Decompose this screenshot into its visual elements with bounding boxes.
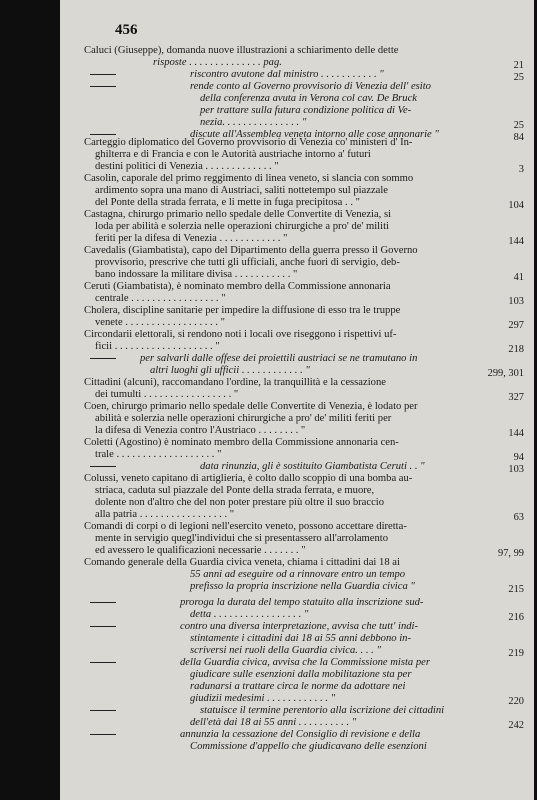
index-line: loda per abilità e solerzia nelle operazioni chirurgiche a pro' de' militi	[95, 221, 389, 232]
index-line: Carteggio diplomatico del Governo provvisorio di Venezia co' ministeri d' In-	[84, 137, 413, 148]
index-line: dolente non d'altro che del non poter prestare più oltre il suo braccio	[95, 497, 385, 508]
index-line: trale . . . . . . . . . . . . . . . . . . . "	[95, 449, 222, 460]
index-line: destini politici di Venezia . . . . . . . . . . . . . "	[95, 161, 279, 172]
index-line: ardimento sopra una mano di Austriaci, saliti nottetempo sul piazzale	[95, 185, 389, 196]
page-reference: 242	[508, 720, 524, 731]
ditto-dash	[90, 602, 116, 603]
index-line: mente in servigio quegl'individui che si presentassero all'arrolamento	[95, 533, 389, 544]
page-reference: 104	[508, 200, 524, 211]
index-line: bano indossare la militare divisa . . . . . . . . . . . "	[95, 269, 298, 280]
index-line: striaca, caduta sul piazzale del Ponte della strada ferrata, e muore,	[95, 485, 375, 496]
ditto-dash	[90, 662, 116, 663]
index-line: Colussi, veneto capitano di artiglieria, è colto dallo scoppio di una bomba au-	[84, 473, 413, 484]
index-line: Cholera, discipline sanitarie per impedire la diffusione di esso tra le truppe	[84, 305, 401, 316]
page-reference: 25	[513, 120, 524, 131]
index-line: scriversi nei ruoli della Guardia civica. . . . "	[190, 645, 381, 656]
index-line: contro una diversa interpretazione, avvisa che tutt' indi-	[180, 621, 419, 632]
index-line: Caluci (Giuseppe), domanda nuove illustrazioni a schiarimento delle dette	[84, 45, 399, 56]
index-line: Coletti (Agostino) è nominato membro della Commissione annonaria cen-	[84, 437, 399, 448]
index-line: provvisorio, prescrive che tutti gli ufficiali, anche fuori di servigio, deb-	[95, 257, 400, 268]
page-reference: 94	[513, 452, 524, 463]
page-reference: 103	[508, 464, 524, 475]
index-page	[60, 0, 534, 800]
index-line: dei tumulti . . . . . . . . . . . . . . . . . "	[95, 389, 239, 400]
ditto-dash	[90, 710, 116, 711]
index-line: risposte . . . . . . . . . . . . . . pag.	[153, 57, 282, 68]
page-reference: 84	[513, 132, 524, 143]
index-line: Cavedalis (Giambatista), capo del Dipartimento della guerra presso il Governo	[84, 245, 418, 256]
index-line: feriti per la difesa di Venezia . . . . . . . . . . . . "	[95, 233, 288, 244]
page-reference: 219	[508, 648, 524, 659]
index-line: Commissione d'appello che giudicavano delle esenzioni	[190, 741, 427, 752]
page-reference: 25	[513, 72, 524, 83]
page-reference: 103	[508, 296, 524, 307]
index-line: Coen, chirurgo primario nello spedale delle Convertite di Venezia, è lodato per	[84, 401, 418, 412]
index-line: la difesa di Venezia contro l'Austriaco . . . . . . . . "	[95, 425, 306, 436]
ditto-dash	[90, 626, 116, 627]
index-line: giudicare sulle esenzioni dalla mobilitazione sta per	[190, 669, 412, 680]
index-line: per salvarli dalle offese dei proiettili austriaci se ne tramutano in	[140, 353, 418, 364]
index-line: statuisce il termine perentorio alla iscrizione dei cittadini	[200, 705, 445, 716]
index-line: abilità e solerzia nelle operazioni chirurgiche a pro' de' militi feriti per	[95, 413, 392, 424]
ditto-dash	[90, 734, 116, 735]
page-reference: 220	[508, 696, 524, 707]
index-line: Casolin, caporale del primo reggimento di linea veneto, si slancia con sommo	[84, 173, 414, 184]
index-line: detta . . . . . . . . . . . . . . . . . "	[190, 609, 309, 620]
index-line: altri luoghi gli ufficii . . . . . . . . . . . . "	[150, 365, 310, 376]
ditto-dash	[90, 358, 116, 359]
index-line: stintamente i cittadini dai 18 ai 55 anni debbono in-	[190, 633, 411, 644]
index-line: data rinunzia, gli è sostituito Giambatista Ceruti . . "	[200, 461, 425, 472]
page-reference: 144	[508, 428, 524, 439]
index-line: Comando generale della Guardia civica veneta, chiama i cittadini dai 18 ai	[84, 557, 400, 568]
index-line: alla patria . . . . . . . . . . . . . . . . . "	[95, 509, 235, 520]
ditto-dash	[90, 134, 116, 135]
page-reference: 21	[513, 60, 524, 71]
index-line: ed avessero le qualificazioni necessarie . . . . . . . "	[95, 545, 306, 556]
ditto-dash	[90, 74, 116, 75]
page-reference: 215	[508, 584, 524, 595]
page-reference: 3	[518, 164, 524, 175]
index-line: Cittadini (alcuni), raccomandano l'ordine, la tranquillità e la cessazione	[84, 377, 386, 388]
ditto-dash	[90, 466, 116, 467]
index-line: Comandi di corpi o di legioni nell'esercito veneto, possono accettare diretta-	[84, 521, 407, 532]
index-line: rende conto al Governo provvisorio di Venezia dell' esito	[190, 81, 431, 92]
index-line: Circondarii elettorali, si rendono noti i locali ove riseggono i rispettivi uf-	[84, 329, 397, 340]
index-line: discute all'Assemblea veneta intorno alle cose annonarie "	[190, 129, 439, 140]
index-line: nezia. . . . . . . . . . . . . . . "	[200, 117, 307, 128]
index-line: Castagna, chirurgo primario nello spedale delle Convertite di Venezia, si	[84, 209, 392, 220]
page-number: 456	[115, 22, 138, 38]
page-reference: 41	[513, 272, 524, 283]
ditto-dash	[90, 86, 116, 87]
index-line: riscontro avutone dal ministro . . . . . . . . . . . "	[190, 69, 384, 80]
index-line: prefisso la propria inscrizione nella Guardia civica "	[190, 581, 415, 592]
index-line: per trattare sulla futura condizione politica di Ve-	[200, 105, 412, 116]
index-line: ficii . . . . . . . . . . . . . . . . . . . "	[95, 341, 220, 352]
page-reference: 97, 99	[498, 548, 524, 559]
index-line: della conferenza avuta in Verona col cav. De Bruck	[200, 93, 418, 104]
index-line: giudizii medesimi . . . . . . . . . . . . "	[190, 693, 336, 704]
page-reference: 218	[508, 344, 524, 355]
index-line: del Ponte della strada ferrata, e li mette in fuga precipitosa . . "	[95, 197, 360, 208]
index-line: venete . . . . . . . . . . . . . . . . . . "	[95, 317, 225, 328]
index-line: ghilterra e di Francia e con le Autorità austriache intorno a' futuri	[95, 149, 371, 160]
page-reference: 144	[508, 236, 524, 247]
index-line: Ceruti (Giambatista), è nominato membro della Commissione annonaria	[84, 281, 391, 292]
page-reference: 327	[508, 392, 524, 403]
page-reference: 297	[508, 320, 524, 331]
index-line: radunarsi a trattare circa le norme da adottare nei	[190, 681, 406, 692]
index-line: proroga la durata del tempo statuito alla inscrizione sud-	[180, 597, 424, 608]
index-line: centrale . . . . . . . . . . . . . . . . . "	[95, 293, 226, 304]
index-line: 55 anni ad eseguire od a rinnovare entro un tempo	[190, 569, 406, 580]
page-reference: 299, 301	[487, 368, 524, 379]
index-line: dell'età dai 18 ai 55 anni . . . . . . . . . . "	[190, 717, 357, 728]
index-line: della Guardia civica, avvisa che la Commissione mista per	[180, 657, 430, 668]
index-line: annunzia la cessazione del Consiglio di revisione e della	[180, 729, 421, 740]
page-reference: 63	[513, 512, 524, 523]
page-reference: 216	[508, 612, 524, 623]
